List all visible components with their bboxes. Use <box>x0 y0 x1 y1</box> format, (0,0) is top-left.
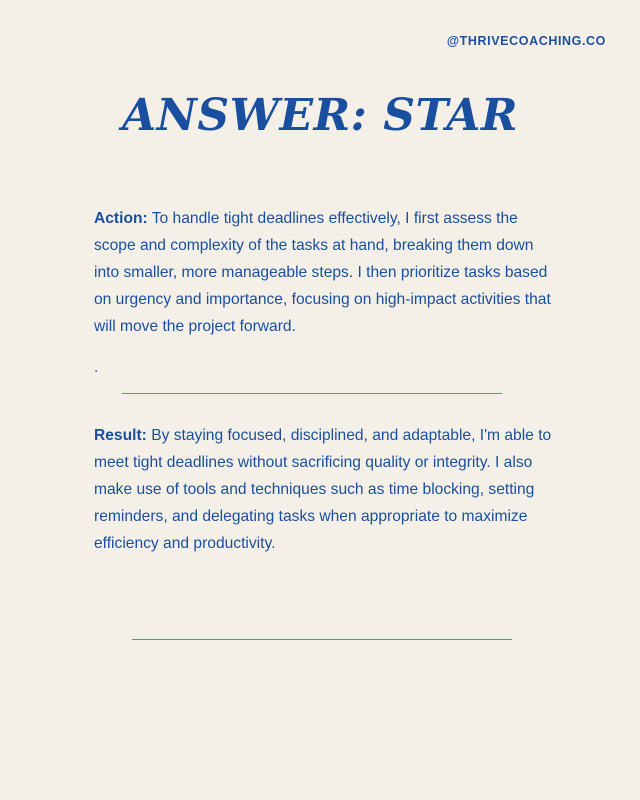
account-handle: @THRIVECOACHING.CO <box>446 34 606 48</box>
action-text: To handle tight deadlines effectively, I first assess the scope and complexity of the tasks at hand, breaking them down into smaller, more manageable steps. I then prioritize tasks based on urgency and importance, focusing on high-impact activities that will move the project forward. <box>94 210 551 335</box>
divider-second <box>132 639 512 640</box>
divider-first <box>122 393 502 394</box>
action-label: Action: <box>94 210 148 227</box>
result-label: Result: <box>94 427 147 444</box>
bullet-dot: . <box>94 359 99 376</box>
result-text: By staying focused, disciplined, and adaptable, I'm able to meet tight deadlines without sacrificing quality or integrity. I also make use of tools and techniques such as time blocking, setting reminders, and delegating tasks when appropriate to maximize efficiency and productivity. <box>94 427 552 552</box>
action-paragraph <box>94 205 556 340</box>
document-body <box>94 205 556 640</box>
page-title: ANSWER: STAR <box>121 90 519 141</box>
result-paragraph <box>94 422 556 557</box>
